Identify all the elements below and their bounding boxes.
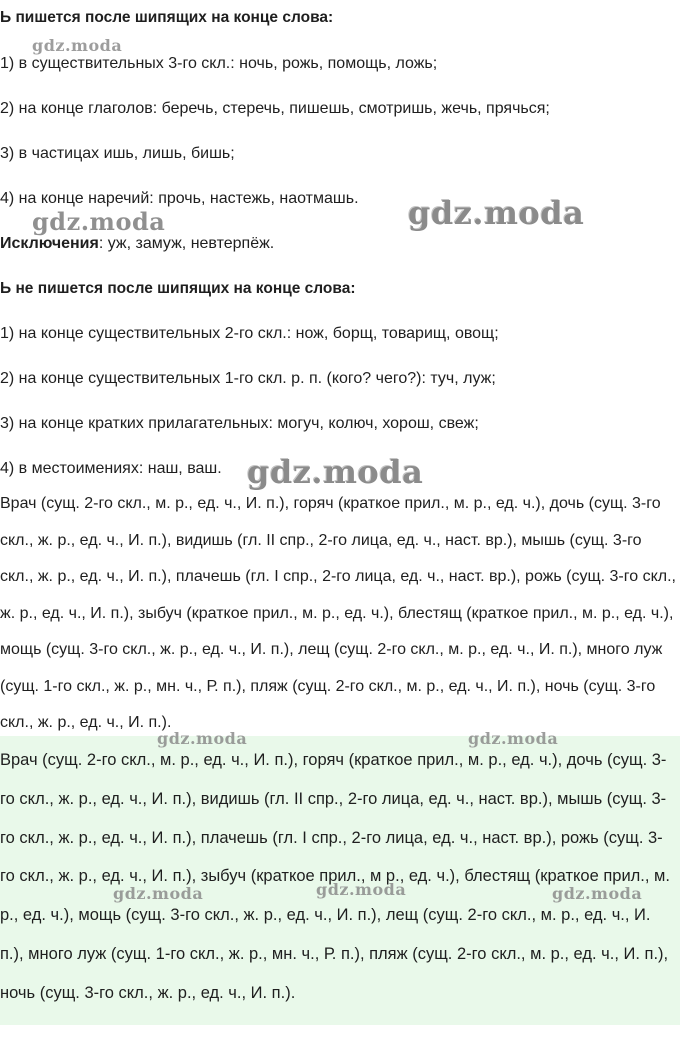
watermark-logo: gdz.moda (408, 194, 585, 232)
watermark-logo: gdz.moda (468, 729, 559, 748)
analysis-paragraph: Врач (сущ. 2-го скл., м. р., ед. ч., И. п.), горяч (краткое прил., м. р., ед. ч.), дочь (сущ. 3-го скл., ж. р., ед. ч., И. п.), видишь (гл. II спр., 2-го лица, ед. ч., наст. вр.), мышь (сущ. 3-го скл., ж. р., ед. ч., И. п.), плачешь (гл. I спр., 2-го лица, ед. ч., наст. вр.), рожь (сущ. 3-го скл., ж. р., ед. ч., И. п.), зыбуч (краткое прил., м. р., ед. ч.), блестящ (краткое прил., м. р., ед. ч.), мощь (сущ. 3-го скл., ж. р., ед. ч., И. п.), лещ (сущ. 2-го скл., м. р., ед. ч., И. п.), много луж (сущ. 1-го скл., ж. р., мн. ч., Р. п.), пляж (сущ. 2-го скл., м. р., ед. ч., И. п.), ночь (сущ. 3-го скл., ж. р., ед. ч., И. п.). (0, 495, 676, 731)
section1-item-2: 2) на конце глаголов: беречь, стеречь, пишешь, смотришь, жечь, прячься; (0, 100, 550, 117)
watermark-logo: gdz.moda (113, 884, 204, 903)
watermark-logo: gdz.moda (32, 207, 166, 236)
exceptions-label: Исключения (0, 235, 99, 252)
section2-item-4: 4) в местоимениях: наш, ваш. (0, 460, 222, 477)
section2-heading: Ь не пишется после шипящих на конце слова: (0, 280, 356, 297)
answer-box-paragraph: Врач (сущ. 2-го скл., м. р., ед. ч., И. п.), горяч (краткое прил., м. р., ед. ч.), дочь (сущ. 3-го скл., ж. р., ед. ч., И. п.), видишь (гл. II спр., 2-го лица, ед. ч., наст. вр.), мышь (сущ. 3-го скл., ж. р., ед. ч., И. п.), плачешь (гл. I спр., 2-го лица, ед. ч., наст. вр.), рожь (сущ. 3-го скл., ж. р., ед. ч., И. п.), зыбуч (краткое прил., м р., ед. ч.), блестящ (краткое прил., м. р., ед. ч.), мощь (сущ. 3-го скл., ж. р., ед. ч., И. п.), лещ (сущ. 2-го скл., м. р., ед. ч., И. п.), много луж (сущ. 1-го скл., ж. р., мн. ч., Р. п.), пляж (сущ. 2-го скл., м. р., ед. ч., И. п.), ночь (сущ. 3-го скл., ж. р., ед. ч., И. п.). (0, 751, 670, 1002)
section1-item-3: 3) в частицах ишь, лишь, бишь; (0, 145, 235, 162)
section1-item-1: 1) в существительных 3-го скл.: ночь, рожь, помощь, ложь; (0, 55, 438, 72)
watermark-logo: gdz.moda (247, 453, 424, 491)
section2-item-1: 1) на конце существительных 2-го скл.: нож, борщ, товарищ, овощ; (0, 325, 499, 342)
section1-item-4: 4) на конце наречий: прочь, настежь, наотмашь. (0, 190, 359, 207)
section2-item-2: 2) на конце существительных 1-го скл. р. п. (кого? чего?): туч, луж; (0, 370, 496, 387)
watermark-logo: gdz.moda (316, 880, 407, 899)
watermark-logo: gdz.moda (157, 729, 248, 748)
answer-box (0, 736, 680, 1025)
section2-item-3: 3) на конце кратких прилагательных: могуч, колюч, хорош, свеж; (0, 415, 479, 432)
watermark-logo: gdz.moda (32, 36, 123, 55)
exceptions-line (0, 235, 274, 253)
exceptions-text: : уж, замуж, невтерпёж. (98, 235, 275, 252)
watermark-logo: gdz.moda (552, 884, 643, 903)
section1-heading: Ь пишется после шипящих на конце слова: (0, 9, 334, 26)
